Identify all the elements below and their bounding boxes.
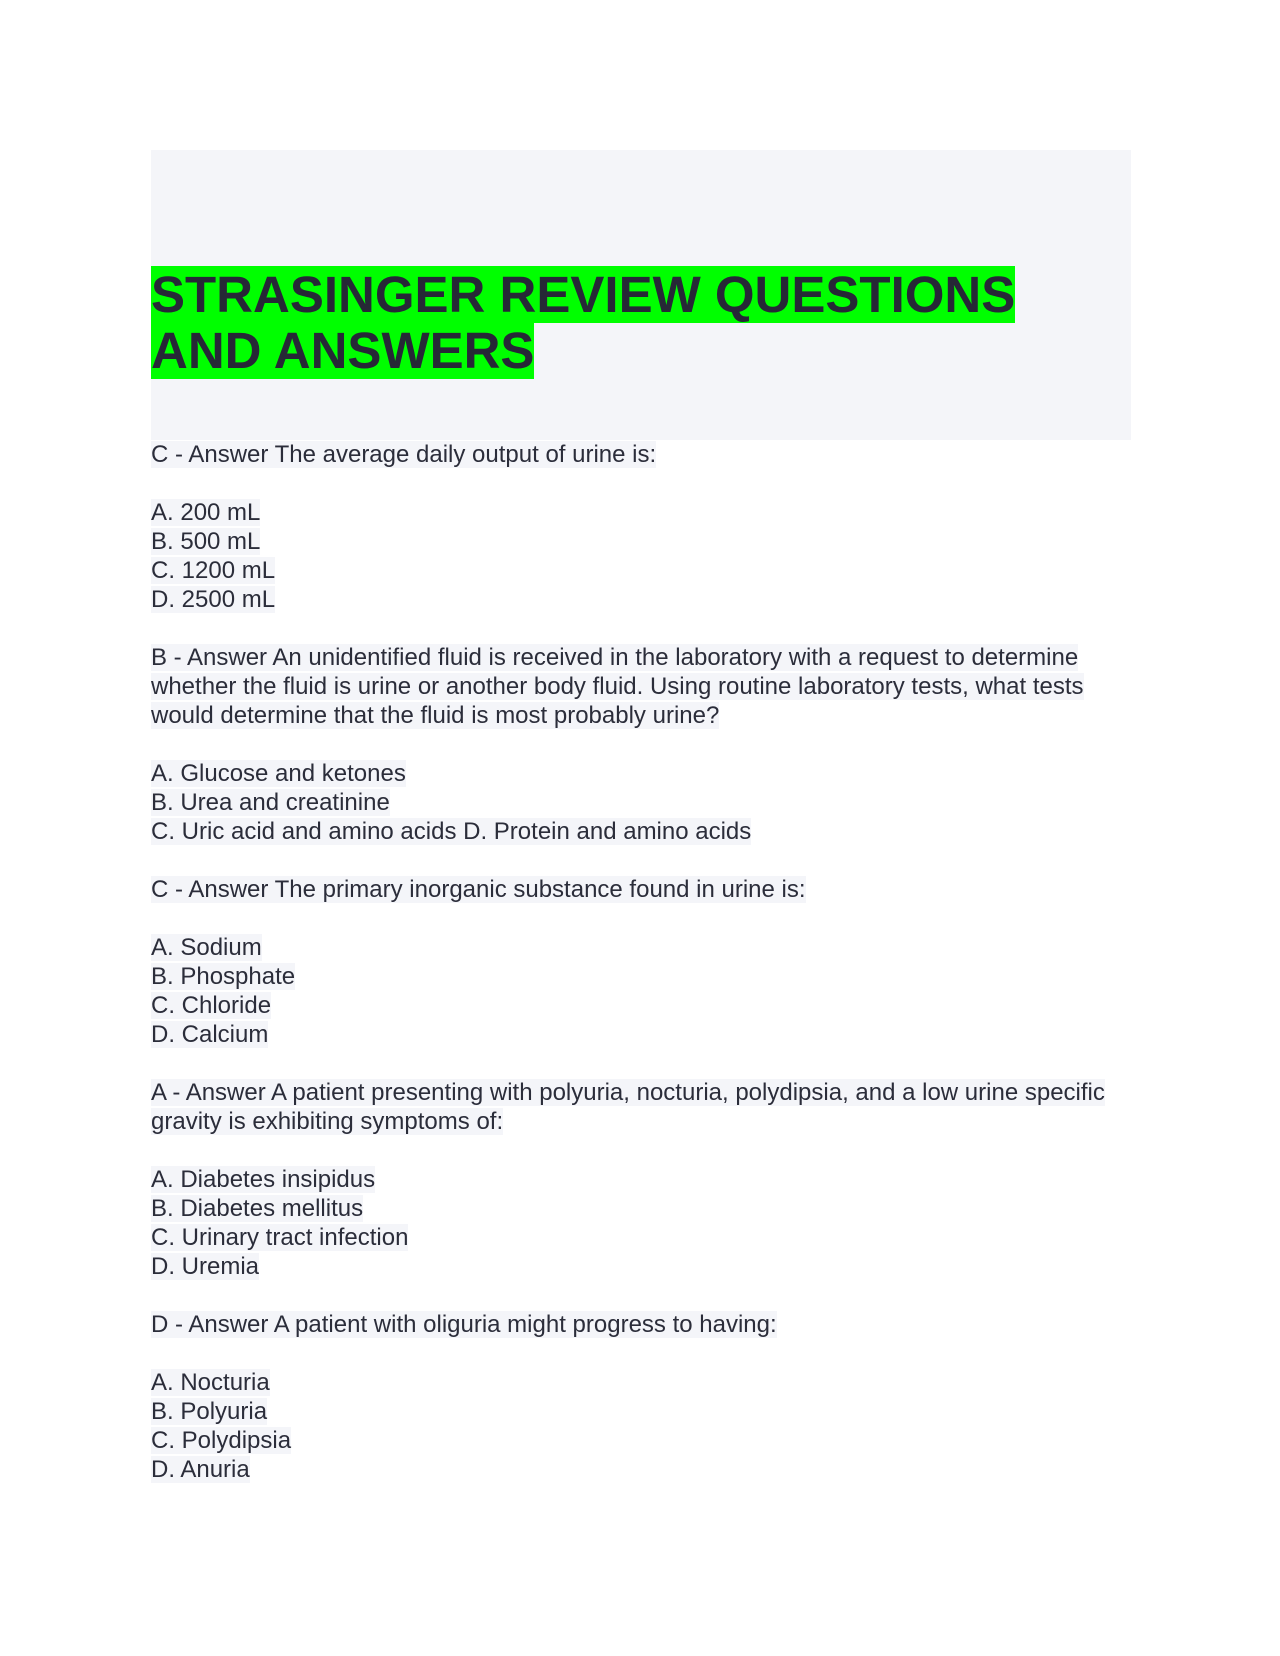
option-item: C. Uric acid and amino acids D. Protein and amino acids (151, 818, 752, 845)
option-list (151, 498, 1131, 614)
option-item: B. Diabetes mellitus (151, 1195, 364, 1222)
question-item (151, 440, 1131, 614)
document-title: STRASINGER REVIEW QUESTIONS AND ANSWERS (151, 266, 1016, 379)
option-list (151, 1165, 1131, 1281)
question-text: D - Answer A patient with oliguria might progress to having: (151, 1311, 777, 1338)
spacer (151, 1049, 1131, 1078)
option-item: C. Urinary tract infection (151, 1224, 409, 1251)
question-text: C - Answer The average daily output of urine is: (151, 441, 657, 468)
question-item (151, 875, 1131, 1049)
option-item: A. 200 mL (151, 499, 261, 526)
option-list (151, 759, 1131, 846)
question-item (151, 1310, 1131, 1484)
spacer (151, 614, 1131, 643)
option-item: B. Urea and creatinine (151, 789, 390, 816)
option-item: B. 500 mL (151, 528, 261, 555)
question-text: C - Answer The primary inorganic substance found in urine is: (151, 876, 806, 903)
option-item: A. Diabetes insipidus (151, 1166, 376, 1193)
option-item: A. Glucose and ketones (151, 760, 406, 787)
question-text: A - Answer A patient presenting with polyuria, nocturia, polydipsia, and a low urine specific gravity is exhibiting symptoms of: (151, 1079, 1105, 1135)
question-item (151, 643, 1131, 846)
question-text: B - Answer An unidentified fluid is received in the laboratory with a request to determine whether the fluid is urine or another body fluid. Using routine laboratory tests, what tests would determine that the fluid is most probably urine? (151, 644, 1084, 729)
option-item: D. Uremia (151, 1253, 260, 1280)
option-item: D. 2500 mL (151, 586, 276, 613)
option-item: D. Calcium (151, 1021, 269, 1048)
option-item: A. Nocturia (151, 1369, 270, 1396)
option-item: C. 1200 mL (151, 557, 276, 584)
question-list (151, 440, 1131, 1484)
option-list (151, 1368, 1131, 1484)
option-item: A. Sodium (151, 934, 262, 961)
title-block (151, 150, 1131, 440)
option-item: C. Chloride (151, 992, 272, 1019)
option-item: B. Polyuria (151, 1398, 268, 1425)
spacer (151, 1281, 1131, 1310)
question-item (151, 1078, 1131, 1281)
option-item: C. Polydipsia (151, 1427, 292, 1454)
option-item: B. Phosphate (151, 963, 296, 990)
spacer (151, 846, 1131, 875)
document-page (151, 150, 1131, 1484)
option-list (151, 933, 1131, 1049)
option-item: D. Anuria (151, 1456, 250, 1483)
